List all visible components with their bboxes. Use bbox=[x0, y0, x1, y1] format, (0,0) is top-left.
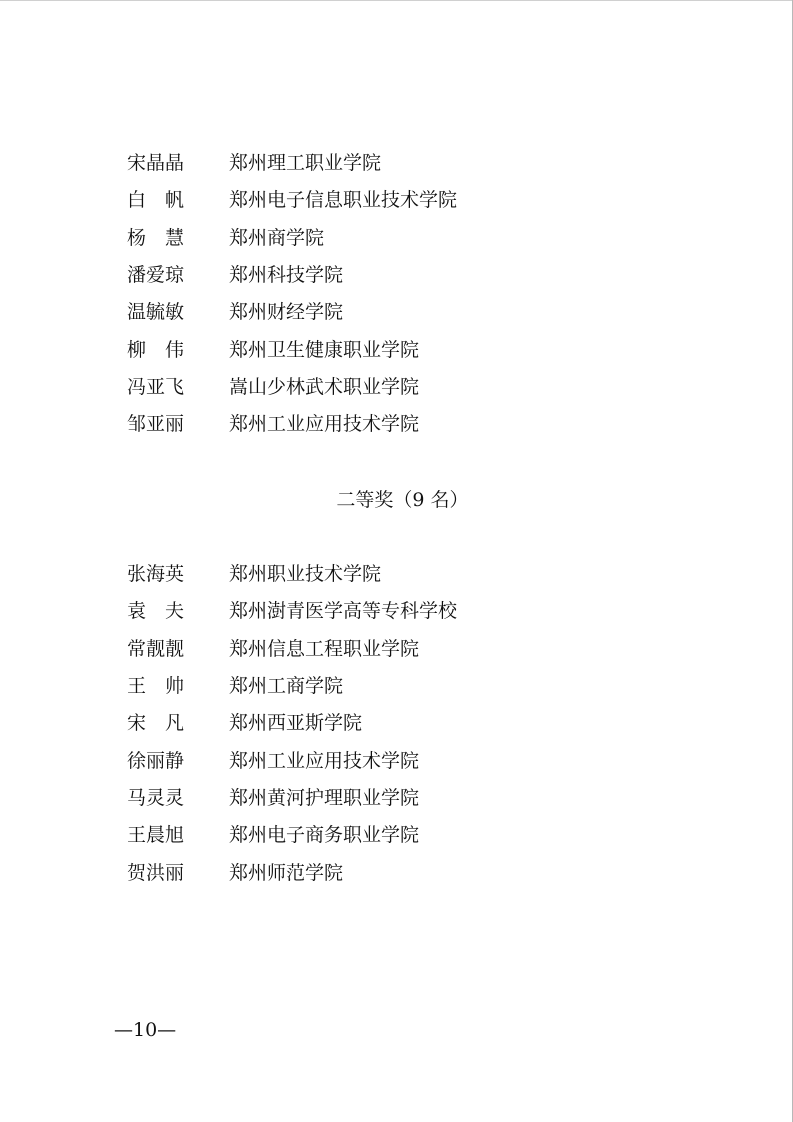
winner-name: 冯亚飞 bbox=[127, 375, 185, 398]
winner-name: 宋晶晶 bbox=[127, 152, 185, 175]
winner-name: 王晨旭 bbox=[127, 824, 185, 847]
winner-organization: 郑州信息工程职业学院 bbox=[229, 637, 420, 660]
list-item bbox=[127, 406, 687, 443]
list-item bbox=[127, 742, 687, 779]
winner-name: 常靓靓 bbox=[127, 637, 185, 660]
winner-organization: 郑州工业应用技术学院 bbox=[229, 413, 420, 436]
list-item bbox=[127, 257, 687, 294]
winner-organization: 郑州卫生健康职业学院 bbox=[229, 338, 420, 361]
winner-name: 白 帆 bbox=[127, 189, 185, 212]
list-item bbox=[127, 705, 687, 742]
winner-organization: 郑州职业技术学院 bbox=[229, 563, 382, 586]
winner-name: 宋 凡 bbox=[127, 712, 185, 735]
winner-name: 柳 伟 bbox=[127, 338, 185, 361]
winner-organization: 郑州黄河护理职业学院 bbox=[229, 786, 420, 809]
winner-organization: 郑州电子商务职业学院 bbox=[229, 824, 420, 847]
winner-organization: 郑州工业应用技术学院 bbox=[229, 749, 420, 772]
winner-name: 贺洪丽 bbox=[127, 861, 185, 884]
first-award-list-continued bbox=[127, 145, 687, 443]
winner-name: 张海英 bbox=[127, 563, 185, 586]
winner-name: 袁 夫 bbox=[127, 600, 185, 623]
winner-organization: 郑州电子信息职业技术学院 bbox=[229, 189, 458, 212]
second-prize-heading bbox=[0, 486, 793, 514]
winner-organization: 嵩山少林武术职业学院 bbox=[229, 375, 420, 398]
winner-organization: 郑州财经学院 bbox=[229, 301, 344, 324]
list-item bbox=[127, 331, 687, 368]
list-item bbox=[127, 294, 687, 331]
list-item bbox=[127, 556, 687, 593]
winner-name: 潘爱琼 bbox=[127, 264, 185, 287]
list-item bbox=[127, 780, 687, 817]
second-prize-heading-text: 二等奖（9 名） bbox=[336, 489, 469, 511]
list-item bbox=[127, 854, 687, 891]
winner-organization: 郑州科技学院 bbox=[229, 264, 344, 287]
second-prize-list bbox=[127, 556, 687, 892]
list-item bbox=[127, 369, 687, 406]
winner-organization: 郑州师范学院 bbox=[229, 861, 344, 884]
list-item bbox=[127, 593, 687, 630]
winner-organization: 郑州西亚斯学院 bbox=[229, 712, 363, 735]
list-item bbox=[127, 668, 687, 705]
winner-organization: 郑州工商学院 bbox=[229, 675, 344, 698]
winner-name: 温毓敏 bbox=[127, 301, 185, 324]
winner-organization: 郑州理工职业学院 bbox=[229, 152, 382, 175]
list-item bbox=[127, 182, 687, 219]
list-item bbox=[127, 817, 687, 854]
winner-name: 马灵灵 bbox=[127, 786, 185, 809]
winner-name: 徐丽静 bbox=[127, 749, 185, 772]
page-number: —10— bbox=[114, 1019, 177, 1041]
winner-name: 邹亚丽 bbox=[127, 413, 185, 436]
winner-organization: 郑州商学院 bbox=[229, 226, 325, 249]
list-item bbox=[127, 145, 687, 182]
page-top-edge bbox=[0, 0, 793, 1]
winner-name: 王 帅 bbox=[127, 675, 185, 698]
winner-name: 杨 慧 bbox=[127, 226, 185, 249]
list-item bbox=[127, 631, 687, 668]
winner-organization: 郑州澍青医学高等专科学校 bbox=[229, 600, 458, 623]
list-item bbox=[127, 220, 687, 257]
